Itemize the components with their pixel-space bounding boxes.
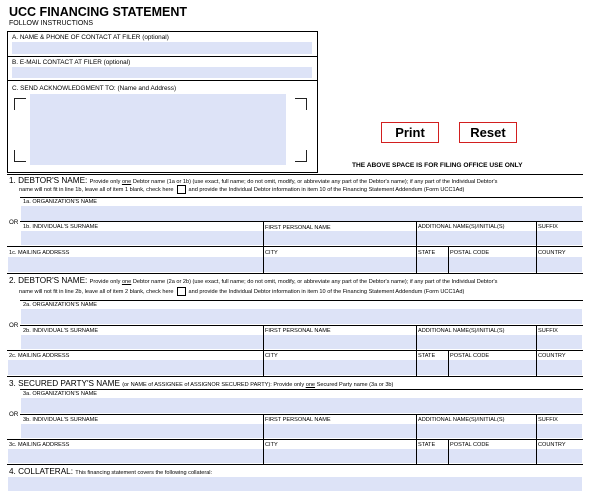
debtor2-heading: 2. DEBTOR'S NAME: Provide only one Debtor name (2a or 2b) (use exact, full name; do not omit, modify, or abbreviate any part of the Debtor's name); if any part of the Individual Debtor's: [9, 276, 498, 285]
reset-button[interactable]: Reset: [459, 122, 517, 143]
debtor1-surname-label: 1b. INDIVIDUAL'S SURNAME: [23, 224, 99, 230]
debtor2-suffix-field[interactable]: [537, 335, 582, 349]
debtor2-divider: [263, 325, 264, 350]
debtor1-divider: [536, 221, 537, 246]
debtor2-divider: [448, 350, 449, 376]
debtor1-city-label: CITY: [265, 250, 278, 256]
secured-or-label: OR: [9, 411, 19, 418]
contact-email-field[interactable]: [12, 67, 312, 78]
debtor2-or-label: OR: [9, 322, 19, 329]
debtor2-first-label: FIRST PERSONAL NAME: [265, 328, 331, 334]
debtor2-postal-field[interactable]: [449, 360, 536, 375]
debtor1-divider: [416, 246, 417, 273]
debtor2-additional-label: ADDITIONAL NAME(S)/INITIAL(S): [418, 328, 505, 334]
secured-first-label: FIRST PERSONAL NAME: [265, 417, 331, 423]
debtor1-state-field[interactable]: [417, 257, 448, 272]
debtor1-first-name-field[interactable]: [264, 231, 416, 245]
secured-surname-field[interactable]: [21, 424, 263, 438]
form-title: UCC FINANCING STATEMENT: [9, 5, 187, 19]
debtor1-divider: [416, 221, 417, 246]
debtor2-divider: [536, 350, 537, 376]
secured-additional-label: ADDITIONAL NAME(S)/INITIAL(S): [418, 417, 505, 423]
debtor2-state-label: STATE: [418, 353, 436, 359]
debtor2-org-name-field[interactable]: [21, 309, 582, 324]
collateral-description-field[interactable]: [8, 477, 582, 491]
debtor2-surname-label: 2b. INDIVIDUAL'S SURNAME: [23, 328, 99, 334]
debtor2-divider: [416, 350, 417, 376]
filer-contact-box: [7, 31, 318, 173]
debtor1-additional-field[interactable]: [417, 231, 536, 245]
secured-divider: [416, 414, 417, 439]
bracket-top-right: [295, 98, 307, 110]
secured-mailing-address-field[interactable]: [8, 449, 263, 463]
debtor2-mailing-label: 2c. MAILING ADDRESS: [9, 353, 70, 359]
debtor1-org-name-field[interactable]: [21, 206, 582, 221]
secured-divider: [416, 439, 417, 464]
secured-state-label: STATE: [418, 442, 436, 448]
debtor1-first-label: FIRST PERSONAL NAME: [265, 225, 331, 231]
bracket-bottom-right: [295, 150, 307, 162]
debtor2-rule-org: [20, 325, 583, 326]
secured-divider: [263, 414, 264, 439]
section-1-top-rule: [7, 174, 583, 175]
debtor1-suffix-label: SUFFIX: [538, 224, 558, 230]
debtor1-country-field[interactable]: [537, 257, 582, 272]
secured-rule-org: [20, 414, 583, 415]
secured-divider: [536, 439, 537, 464]
debtor2-first-name-field[interactable]: [264, 335, 416, 349]
debtor1-postal-field[interactable]: [449, 257, 536, 272]
debtor1-state-label: STATE: [418, 250, 436, 256]
debtor1-org-label: 1a. ORGANIZATION'S NAME: [23, 199, 98, 205]
secured-first-name-field[interactable]: [264, 424, 416, 438]
debtor2-city-label: CITY: [265, 353, 278, 359]
secured-org-name-field[interactable]: [21, 398, 582, 413]
debtor1-additional-label: ADDITIONAL NAME(S)/INITIAL(S): [418, 224, 505, 230]
debtor2-rule-surname: [7, 350, 583, 351]
form-subtitle: FOLLOW INSTRUCTIONS: [9, 20, 94, 27]
debtor1-city-field[interactable]: [264, 257, 416, 272]
debtor2-divider: [263, 350, 264, 376]
secured-rule-surname: [7, 439, 583, 440]
debtor2-divider: [416, 325, 417, 350]
debtor1-mailing-label: 1c. MAILING ADDRESS: [9, 250, 70, 256]
secured-surname-label: 3b. INDIVIDUAL'S SURNAME: [23, 417, 99, 423]
section-4-top-rule: [7, 464, 583, 465]
debtor1-divider: [448, 246, 449, 273]
secured-mailing-label: 3c. MAILING ADDRESS: [9, 442, 70, 448]
debtor1-suffix-field[interactable]: [537, 231, 582, 245]
contact-name-phone-row: [8, 32, 317, 57]
contact-email-label: B. E-MAIL CONTACT AT FILER (optional): [12, 59, 131, 66]
secured-rule-top: [20, 389, 583, 390]
collateral-heading: 4. COLLATERAL: This financing statement covers the following collateral:: [9, 467, 213, 476]
debtor2-country-field[interactable]: [537, 360, 582, 375]
debtor1-rule-surname: [7, 246, 583, 247]
contact-name-phone-label: A. NAME & PHONE OF CONTACT AT FILER (optional): [12, 34, 169, 41]
secured-postal-label: POSTAL CODE: [450, 442, 490, 448]
debtor2-divider: [536, 325, 537, 350]
secured-country-label: COUNTRY: [538, 442, 566, 448]
debtor1-checkbox[interactable]: [177, 185, 186, 194]
contact-name-phone-field[interactable]: [12, 42, 312, 54]
debtor1-instruction-line2: name will not fit in line 1b, leave all of item 1 blank, check here and provide the Individual Debtor information in item 10 of the Financing Statement Addendum (Form UCC1Ad): [19, 186, 465, 193]
acknowledgment-label: C. SEND ACKNOWLEDGMENT TO: (Name and Address): [12, 85, 177, 92]
bracket-bottom-left: [14, 150, 26, 162]
debtor1-divider: [263, 246, 264, 273]
secured-party-heading: 3. SECURED PARTY'S NAME (or NAME of ASSIGNEE of ASSIGNOR SECURED PARTY): Provide only one Secured Party name (3a or 3b): [9, 379, 394, 388]
debtor1-or-label: OR: [9, 219, 19, 226]
secured-country-field[interactable]: [537, 449, 582, 463]
debtor1-rule-top: [20, 197, 583, 198]
acknowledgment-address-field[interactable]: [30, 94, 286, 165]
secured-divider: [263, 439, 264, 464]
secured-city-label: CITY: [265, 442, 278, 448]
contact-email-row: [8, 57, 317, 81]
debtor2-surname-field[interactable]: [21, 335, 263, 349]
debtor2-rule-top: [20, 300, 583, 301]
filing-office-note: THE ABOVE SPACE IS FOR FILING OFFICE USE ONLY: [352, 162, 523, 169]
print-button[interactable]: Print: [381, 122, 439, 143]
bracket-top-left: [14, 98, 26, 110]
secured-divider: [536, 414, 537, 439]
debtor2-postal-label: POSTAL CODE: [450, 353, 490, 359]
debtor1-divider: [536, 246, 537, 273]
secured-divider: [448, 439, 449, 464]
section-3-top-rule: [7, 376, 583, 377]
secured-suffix-field[interactable]: [537, 424, 582, 438]
debtor1-mailing-address-field[interactable]: [8, 257, 263, 272]
debtor1-divider: [263, 221, 264, 246]
section-2-top-rule: [7, 273, 583, 274]
secured-org-label: 3a. ORGANIZATION'S NAME: [23, 391, 98, 397]
secured-city-field[interactable]: [264, 449, 416, 463]
debtor2-mailing-address-field[interactable]: [8, 360, 263, 375]
debtor1-postal-label: POSTAL CODE: [450, 250, 490, 256]
debtor2-additional-field[interactable]: [417, 335, 536, 349]
debtor2-country-label: COUNTRY: [538, 353, 566, 359]
secured-suffix-label: SUFFIX: [538, 417, 558, 423]
debtor1-heading: 1. DEBTOR'S NAME: Provide only one Debtor name (1a or 1b) (use exact, full name; do not omit, modify, or abbreviate any part of the Debtor's name); if any part of the Individual Debtor's: [9, 176, 498, 185]
secured-additional-field[interactable]: [417, 424, 536, 438]
debtor1-country-label: COUNTRY: [538, 250, 566, 256]
debtor2-instruction-line2: name will not fit in line 2b, leave all of item 2 blank, check here and provide the Individual Debtor information in item 10 of the Financing Statement Addendum (Form UCC1Ad): [19, 288, 465, 295]
debtor1-surname-field[interactable]: [21, 231, 263, 245]
debtor2-org-label: 2a. ORGANIZATION'S NAME: [23, 302, 98, 308]
debtor2-city-field[interactable]: [264, 360, 416, 375]
secured-state-field[interactable]: [417, 449, 448, 463]
debtor2-checkbox[interactable]: [177, 287, 186, 296]
debtor1-rule-org: [20, 221, 583, 222]
debtor2-suffix-label: SUFFIX: [538, 328, 558, 334]
secured-postal-field[interactable]: [449, 449, 536, 463]
debtor2-state-field[interactable]: [417, 360, 448, 375]
